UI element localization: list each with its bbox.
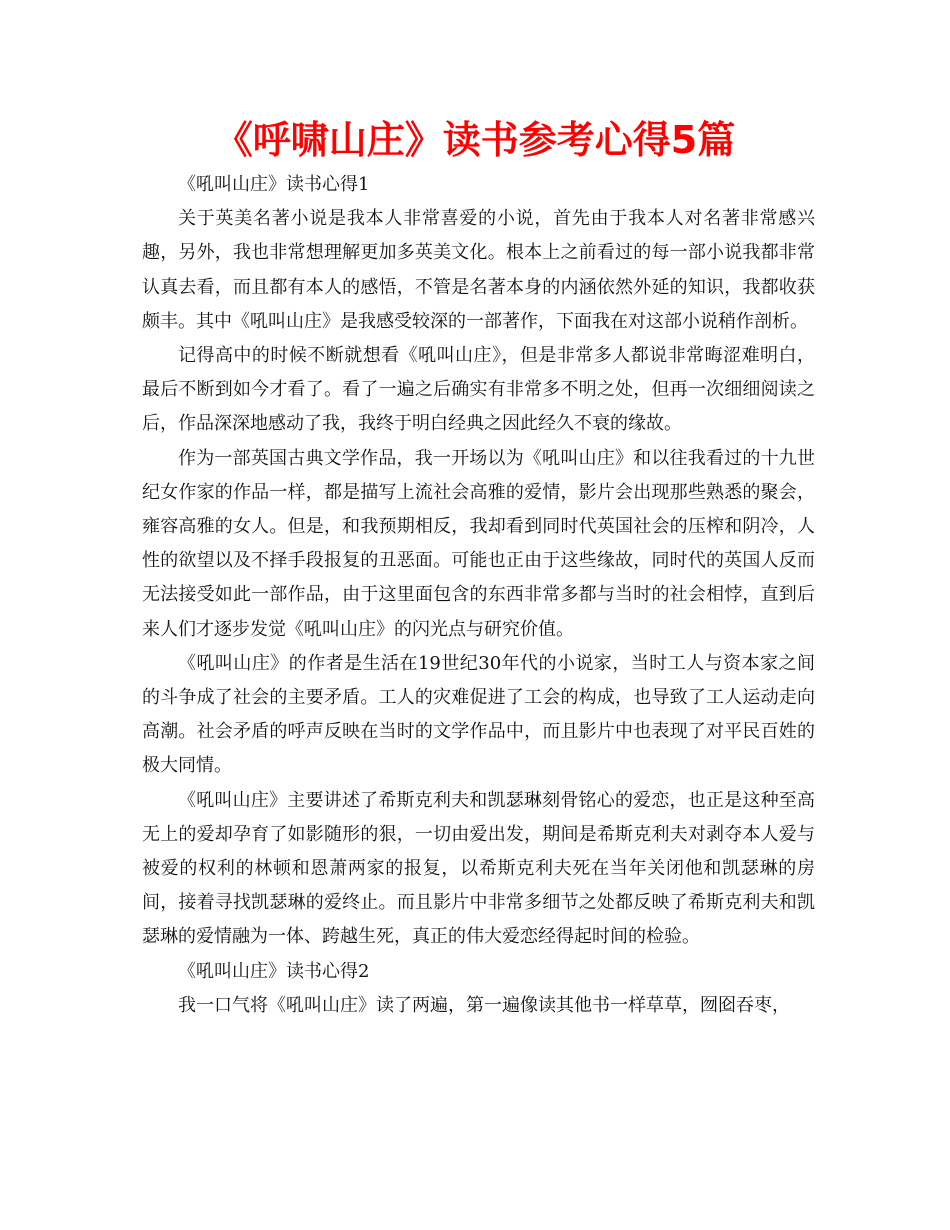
paragraph: 我一口气将《吼叫山庄》读了两遍，第一遍像读其他书一样草草，囫囵吞枣，: [178, 994, 790, 1016]
document-title: 《呼啸山庄》读书参考心得5篇: [214, 118, 736, 162]
section-heading-2: 《吼叫山庄》读书心得2: [178, 960, 370, 982]
paragraph: 《吼叫山庄》主要讲述了希斯克利夫和凯瑟琳刻骨铭心的爱恋，也正是这种至高无上的爱却孕育了如影随形的狠，一切由爱出发，期间是希斯克利夫对剥夺本人爱与被爱的权利的林顿和恩萧两家的报复，以希斯克利夫死在当年关闭他和凯瑟琳的房间，接着寻找凯瑟琳的爱终止。而且影片中非常多细节之处都反映了希斯克利夫和凯瑟琳的爱情融为一体、跨越生死，真正的伟大爱恋经得起时间的检验。: [142, 789, 815, 948]
document-body: [142, 168, 815, 1023]
paragraph: 《吼叫山庄》的作者是生活在19世纪30年代的小说家，当时工人与资本家之间的斗争成了社会的主要矛盾。工人的灾难促进了工会的构成，也导致了工人运动走向高潮。社会矛盾的呼声反映在当时的文学作品中，而且影片中也表现了对平民百姓的极大同情。: [142, 652, 815, 777]
section-heading-1: 《吼叫山庄》读书心得1: [178, 174, 370, 195]
paragraph: 关于英美名著小说是我本人非常喜爱的小说，首先由于我本人对名著非常感兴趣，另外，我也非常想理解更加多英美文化。根本上之前看过的每一部小说我都非常认真去看，而且都有本人的感悟，不管是名著本身的内涵依然外延的知识，我都收获颇丰。其中《吼叫山庄》是我感受较深的一部著作，下面我在对这部小说稍作剖析。: [142, 208, 815, 332]
paragraph: 作为一部英国古典文学作品，我一开场以为《吼叫山庄》和以往我看过的十九世纪女作家的作品一样，都是描写上流社会高雅的爱情，影片会出现那些熟悉的聚会，雍容高雅的女人。但是，和我预期相反，我却看到同时代英国社会的压榨和阴冷，人性的欲望以及不择手段报复的丑恶面。可能也正由于这些缘故，同时代的英国人反而无法接受如此一部作品，由于这里面包含的东西非常多都与当时的社会相悖，直到后来人们才逐步发觉《吼叫山庄》的闪光点与研究价值。: [142, 447, 815, 640]
paragraph: 记得高中的时候不断就想看《吼叫山庄》，但是非常多人都说非常晦涩难明白，最后不断到如今才看了。看了一遍之后确实有非常多不明之处，但再一次细细阅读之后，作品深深地感动了我，我终于明白经典之因此经久不衰的缘故。: [142, 345, 815, 435]
